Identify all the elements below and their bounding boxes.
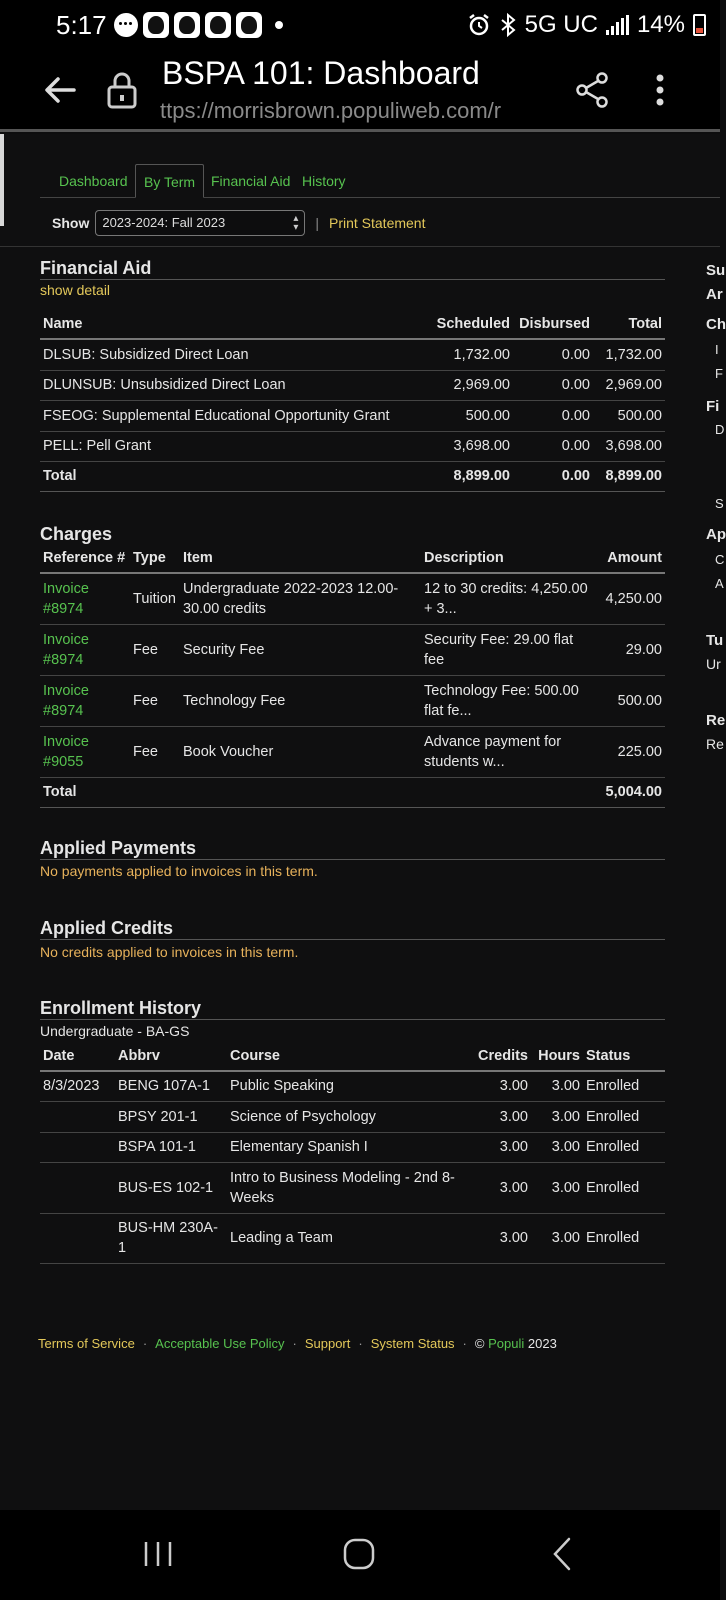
column-header: Type: [130, 542, 180, 573]
footer: [38, 1336, 557, 1351]
enroll-date: [40, 1162, 115, 1213]
url-bar[interactable]: ttps://morrisbrown.populiweb.com/r: [160, 98, 502, 123]
show-detail-link[interactable]: show detail: [40, 282, 111, 298]
course-name: Public Speaking: [227, 1071, 467, 1101]
course-name: Science of Psychology: [227, 1101, 467, 1132]
system-status-link[interactable]: System Status: [370, 1336, 455, 1351]
aid-disbursed: 0.00: [513, 400, 593, 431]
notification-icons: [114, 12, 283, 38]
column-header: Scheduled: [430, 308, 513, 339]
back-icon[interactable]: [543, 1534, 583, 1574]
tab-financial-aid[interactable]: Financial Aid: [211, 173, 291, 189]
browser-toolbar: [0, 50, 720, 132]
charge-item: Book Voucher: [180, 726, 421, 777]
table-row: [40, 1101, 665, 1132]
table-row: [40, 339, 665, 370]
footer-separator: ·: [358, 1336, 363, 1351]
network-type: 5G UC: [524, 11, 598, 38]
table-row: [40, 370, 665, 400]
copyright-symbol: ©: [474, 1336, 485, 1351]
signal-icon: [606, 15, 629, 35]
app-notification-icon: [143, 12, 169, 38]
aid-total: 3,698.00: [593, 431, 665, 461]
enrollment-table: [40, 1040, 665, 1264]
aid-name: DLUNSUB: Unsubsidized Direct Loan: [40, 370, 430, 400]
sidebar-fragment: Re: [706, 736, 724, 752]
table-row: [40, 675, 665, 726]
bluetooth-icon: [499, 13, 517, 37]
sidebar-fragment: I: [715, 342, 719, 357]
course-hours: 3.00: [531, 1162, 583, 1213]
course-abbrv: BUS-HM 230A-1: [115, 1213, 227, 1263]
applied-credits-heading: Applied Credits: [40, 918, 665, 940]
column-header: Item: [180, 542, 421, 573]
course-abbrv: BENG 107A-1: [115, 1071, 227, 1101]
sidebar-fragment: Ch: [706, 316, 726, 333]
total-row: [40, 777, 665, 807]
footer-separator: ·: [462, 1336, 467, 1351]
column-header: Total: [593, 308, 665, 339]
aid-total: 2,969.00: [593, 370, 665, 400]
lock-icon[interactable]: [104, 70, 140, 110]
term-select[interactable]: [95, 210, 305, 236]
aid-total: 500.00: [593, 400, 665, 431]
applied-payments-message: No payments applied to invoices in this term.: [40, 863, 318, 879]
charge-item: Undergraduate 2022-2023 12.00-30.00 credits: [180, 573, 421, 624]
messages-icon: [114, 13, 138, 37]
status-time: 5:17: [56, 10, 107, 40]
total-label: Total: [40, 461, 430, 491]
charge-item: Technology Fee: [180, 675, 421, 726]
course-abbrv: BUS-ES 102-1: [115, 1162, 227, 1213]
table-row: [40, 1132, 665, 1162]
course-status: Enrolled: [583, 1213, 665, 1263]
table-row: [40, 1213, 665, 1263]
charge-type: Tuition: [130, 573, 180, 624]
sidebar-fragment: S: [715, 496, 724, 511]
financial-aid-heading: Financial Aid: [40, 258, 665, 280]
charge-type: Fee: [130, 726, 180, 777]
table-row: [40, 726, 665, 777]
column-header: Credits: [467, 1040, 531, 1071]
charges-table: [40, 542, 665, 808]
sidebar-fragment: Ur: [706, 656, 721, 672]
charge-item: Security Fee: [180, 624, 421, 675]
charges-heading: Charges: [40, 524, 113, 544]
course-credits: 3.00: [467, 1101, 531, 1132]
course-status: Enrolled: [583, 1101, 665, 1132]
sidebar-fragment: C: [715, 552, 725, 567]
divider: [0, 246, 720, 247]
course-hours: 3.00: [531, 1101, 583, 1132]
sidebar-fragment: A: [715, 576, 724, 591]
charge-type: Fee: [130, 624, 180, 675]
charge-amount: 225.00: [597, 726, 665, 777]
course-hours: 3.00: [531, 1132, 583, 1162]
course-credits: 3.00: [467, 1071, 531, 1101]
aid-name: FSEOG: Supplemental Educational Opportunity Grant: [40, 400, 430, 431]
aid-disbursed: 0.00: [513, 431, 593, 461]
course-status: Enrolled: [583, 1071, 665, 1101]
course-abbrv: BSPA 101-1: [115, 1132, 227, 1162]
total-amount: 5,004.00: [597, 777, 665, 807]
course-credits: 3.00: [467, 1132, 531, 1162]
aid-disbursed: 0.00: [513, 370, 593, 400]
applied-credits-message: No credits applied to invoices in this term.: [40, 944, 299, 960]
course-hours: 3.00: [531, 1213, 583, 1263]
battery-percent: 14%: [636, 11, 685, 38]
aid-scheduled: 500.00: [430, 400, 513, 431]
alarm-icon: [467, 13, 491, 37]
enroll-date: [40, 1213, 115, 1263]
aid-name: DLSUB: Subsidized Direct Loan: [40, 339, 430, 370]
page-content: [0, 134, 726, 1510]
course-name: Leading a Team: [227, 1213, 467, 1263]
more-notifications-dot-icon: [275, 21, 283, 29]
more-options-icon[interactable]: [650, 70, 670, 110]
program-name: Undergraduate - BA-GS: [40, 1023, 190, 1039]
tab-bar: [40, 164, 720, 198]
aid-disbursed: 0.00: [513, 339, 593, 370]
column-header: Name: [40, 308, 430, 339]
sidebar-fragment: D: [715, 422, 725, 437]
table-row: [40, 1071, 665, 1101]
sidebar-fragment: Ar: [706, 286, 723, 303]
status-bar: [0, 0, 720, 50]
charge-amount: 29.00: [597, 624, 665, 675]
charge-description: 12 to 30 credits: 4,250.00 + 3...: [421, 573, 597, 624]
charge-amount: 500.00: [597, 675, 665, 726]
table-row: [40, 1162, 665, 1213]
charge-description: Advance payment for students w...: [421, 726, 597, 777]
column-header: Description: [421, 542, 597, 573]
system-navigation-bar: [0, 1510, 720, 1600]
copyright-year: 2023: [527, 1336, 557, 1351]
table-row: [40, 573, 665, 624]
sidebar-fragment: Re: [706, 712, 726, 729]
applied-payments-heading: Applied Payments: [40, 838, 665, 860]
invoice-link[interactable]: Invoice #8974: [40, 675, 130, 726]
sidebar-fragment: F: [715, 366, 723, 381]
financial-aid-table: [40, 308, 665, 492]
back-arrow-icon[interactable]: [40, 70, 80, 110]
enroll-date: 8/3/2023: [40, 1071, 115, 1101]
terms-of-service-link[interactable]: Terms of Service: [38, 1336, 135, 1351]
column-header: Amount: [597, 542, 665, 573]
total-disbursed: 0.00: [513, 461, 593, 491]
term-select-value: 2023-2024: Fall 2023: [102, 215, 226, 230]
table-row: [40, 431, 665, 461]
course-credits: 3.00: [467, 1162, 531, 1213]
column-header: Disbursed: [513, 308, 593, 339]
aid-name: PELL: Pell Grant: [40, 431, 430, 461]
table-row: [40, 624, 665, 675]
sidebar-fragment: Ap: [706, 526, 726, 543]
invoice-link[interactable]: Invoice #9055: [40, 726, 130, 777]
print-statement-link[interactable]: Print Statement: [328, 215, 426, 231]
share-icon[interactable]: [574, 70, 610, 110]
total-scheduled: 8,899.00: [430, 461, 513, 491]
page-title: BSPA 101: Dashboard: [162, 55, 480, 91]
acceptable-use-policy-link[interactable]: Acceptable Use Policy: [155, 1336, 285, 1351]
course-status: Enrolled: [583, 1162, 665, 1213]
column-header: Date: [40, 1040, 115, 1071]
tab-history[interactable]: History: [302, 173, 346, 189]
sidebar-fragment: Su: [706, 262, 726, 279]
invoice-link[interactable]: Invoice #8974: [40, 573, 130, 624]
page-load-progress: [0, 129, 720, 132]
tab-by-term[interactable]: By Term: [135, 164, 204, 198]
app-notification-icon: [236, 12, 262, 38]
course-abbrv: BPSY 201-1: [115, 1101, 227, 1132]
footer-separator: ·: [292, 1336, 297, 1351]
populi-link[interactable]: Populi: [488, 1336, 525, 1351]
home-icon[interactable]: [339, 1534, 379, 1574]
filter-separator: |: [315, 215, 319, 231]
battery-icon: [693, 14, 706, 36]
total-amount: 8,899.00: [593, 461, 665, 491]
page-edge: [0, 134, 4, 226]
footer-separator: ·: [142, 1336, 148, 1351]
term-filter: [52, 210, 425, 236]
column-header: Course: [227, 1040, 467, 1071]
sidebar-fragment: Tu: [706, 632, 724, 649]
charge-description: Security Fee: 29.00 flat fee: [421, 624, 597, 675]
course-name: Elementary Spanish I: [227, 1132, 467, 1162]
course-name: Intro to Business Modeling - 2nd 8-Weeks: [227, 1162, 467, 1213]
aid-scheduled: 3,698.00: [430, 431, 513, 461]
select-arrows-icon: ▴ ▾: [293, 213, 299, 233]
course-hours: 3.00: [531, 1071, 583, 1101]
sidebar-fragment: Fi: [706, 398, 720, 415]
column-header: Reference #: [40, 542, 130, 573]
tab-dashboard[interactable]: Dashboard: [59, 173, 128, 189]
course-status: Enrolled: [583, 1132, 665, 1162]
charge-amount: 4,250.00: [597, 573, 665, 624]
enroll-date: [40, 1101, 115, 1132]
column-header: Hours: [531, 1040, 583, 1071]
column-header: Status: [583, 1040, 665, 1071]
total-row: [40, 461, 665, 491]
invoice-link[interactable]: Invoice #8974: [40, 624, 130, 675]
aid-scheduled: 2,969.00: [430, 370, 513, 400]
show-label: Show: [52, 215, 90, 231]
table-row: [40, 400, 665, 431]
course-credits: 3.00: [467, 1213, 531, 1263]
app-notification-icon: [174, 12, 200, 38]
total-label: Total: [40, 777, 597, 807]
aid-total: 1,732.00: [593, 339, 665, 370]
enroll-date: [40, 1132, 115, 1162]
app-notification-icon: [205, 12, 231, 38]
support-link[interactable]: Support: [304, 1336, 351, 1351]
charge-description: Technology Fee: 500.00 flat fe...: [421, 675, 597, 726]
column-header: Abbrv: [115, 1040, 227, 1071]
aid-scheduled: 1,732.00: [430, 339, 513, 370]
charge-type: Fee: [130, 675, 180, 726]
enrollment-history-heading: Enrollment History: [40, 998, 665, 1020]
recent-apps-icon[interactable]: [138, 1534, 178, 1574]
